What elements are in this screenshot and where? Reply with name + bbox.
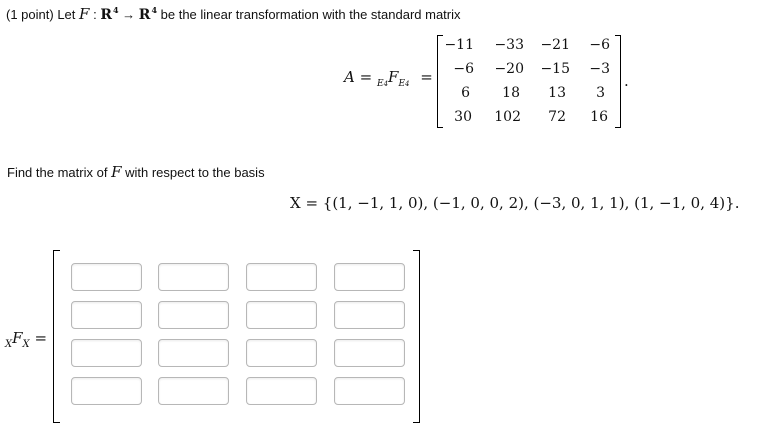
- answer-input-r2-c1[interactable]: [71, 301, 142, 329]
- domain-space: $R^4$: [100, 5, 119, 23]
- answer-input-r1-c1[interactable]: [71, 263, 142, 291]
- matrix-cell: 102: [494, 109, 521, 125]
- answer-input-r4-c4[interactable]: [334, 377, 405, 405]
- matrix-cell: 3: [596, 85, 605, 101]
- answer-input-r1-c2[interactable]: [158, 263, 229, 291]
- matrix-cell: −21: [540, 37, 570, 53]
- matrix-cell: 18: [502, 85, 520, 101]
- answer-left-bracket: [53, 250, 60, 423]
- points-label: (1 point): [6, 7, 54, 22]
- answer-input-r4-c3[interactable]: [246, 377, 317, 405]
- answer-input-r3-c4[interactable]: [334, 339, 405, 367]
- answer-input-r3-c1[interactable]: [71, 339, 142, 367]
- answer-right-bracket: [413, 250, 420, 423]
- matrix-cell: 72: [548, 109, 566, 125]
- answer-input-r3-c3[interactable]: [246, 339, 317, 367]
- answer-input-r1-c3[interactable]: [246, 263, 317, 291]
- answer-input-r4-c2[interactable]: [158, 377, 229, 405]
- matrix-cell: 30: [454, 109, 472, 125]
- answer-input-r1-c4[interactable]: [334, 263, 405, 291]
- intro-rest: be the linear transformation with the standard matrix: [160, 7, 461, 22]
- matrix-period: .: [624, 72, 629, 90]
- matrix-right-bracket: [615, 35, 621, 128]
- answer-input-r3-c2[interactable]: [158, 339, 229, 367]
- answer-label: $_XF_X$ =: [5, 329, 48, 350]
- matrix-cell: −3: [589, 61, 610, 77]
- matrix-cell: −33: [494, 37, 524, 53]
- answer-input-r4-c1[interactable]: [71, 377, 142, 405]
- matrix-cell: −6: [589, 37, 610, 53]
- colon: :: [93, 7, 97, 22]
- matrix-cell: −11: [444, 37, 474, 53]
- matrix-cell: −6: [453, 61, 474, 77]
- problem-statement: [6, 5, 461, 23]
- let-text: Let: [57, 7, 76, 22]
- transform-name: F: [79, 5, 90, 23]
- matrix-cell: −15: [540, 61, 570, 77]
- answer-input-r2-c3[interactable]: [246, 301, 317, 329]
- matrix-cell: −20: [494, 61, 524, 77]
- matrix-cell: 13: [548, 85, 566, 101]
- arrow: →: [122, 7, 136, 22]
- matrix-cell: 16: [590, 109, 608, 125]
- codomain-space: $R^4$: [138, 5, 158, 23]
- answer-input-r2-c2[interactable]: [158, 301, 229, 329]
- find-instruction: Find the matrix of F with respect to the basis: [7, 163, 265, 181]
- matrix-cell: 6: [461, 85, 470, 101]
- answer-input-r2-c4[interactable]: [334, 301, 405, 329]
- standard-matrix-label: $A = _{E4}F_{E4}$ =: [344, 68, 433, 89]
- basis-definition: X = {(1, −1, 1, 0), (−1, 0, 0, 2), (−3, 0, 1, 1), (1, −1, 0, 4)}.: [290, 194, 740, 212]
